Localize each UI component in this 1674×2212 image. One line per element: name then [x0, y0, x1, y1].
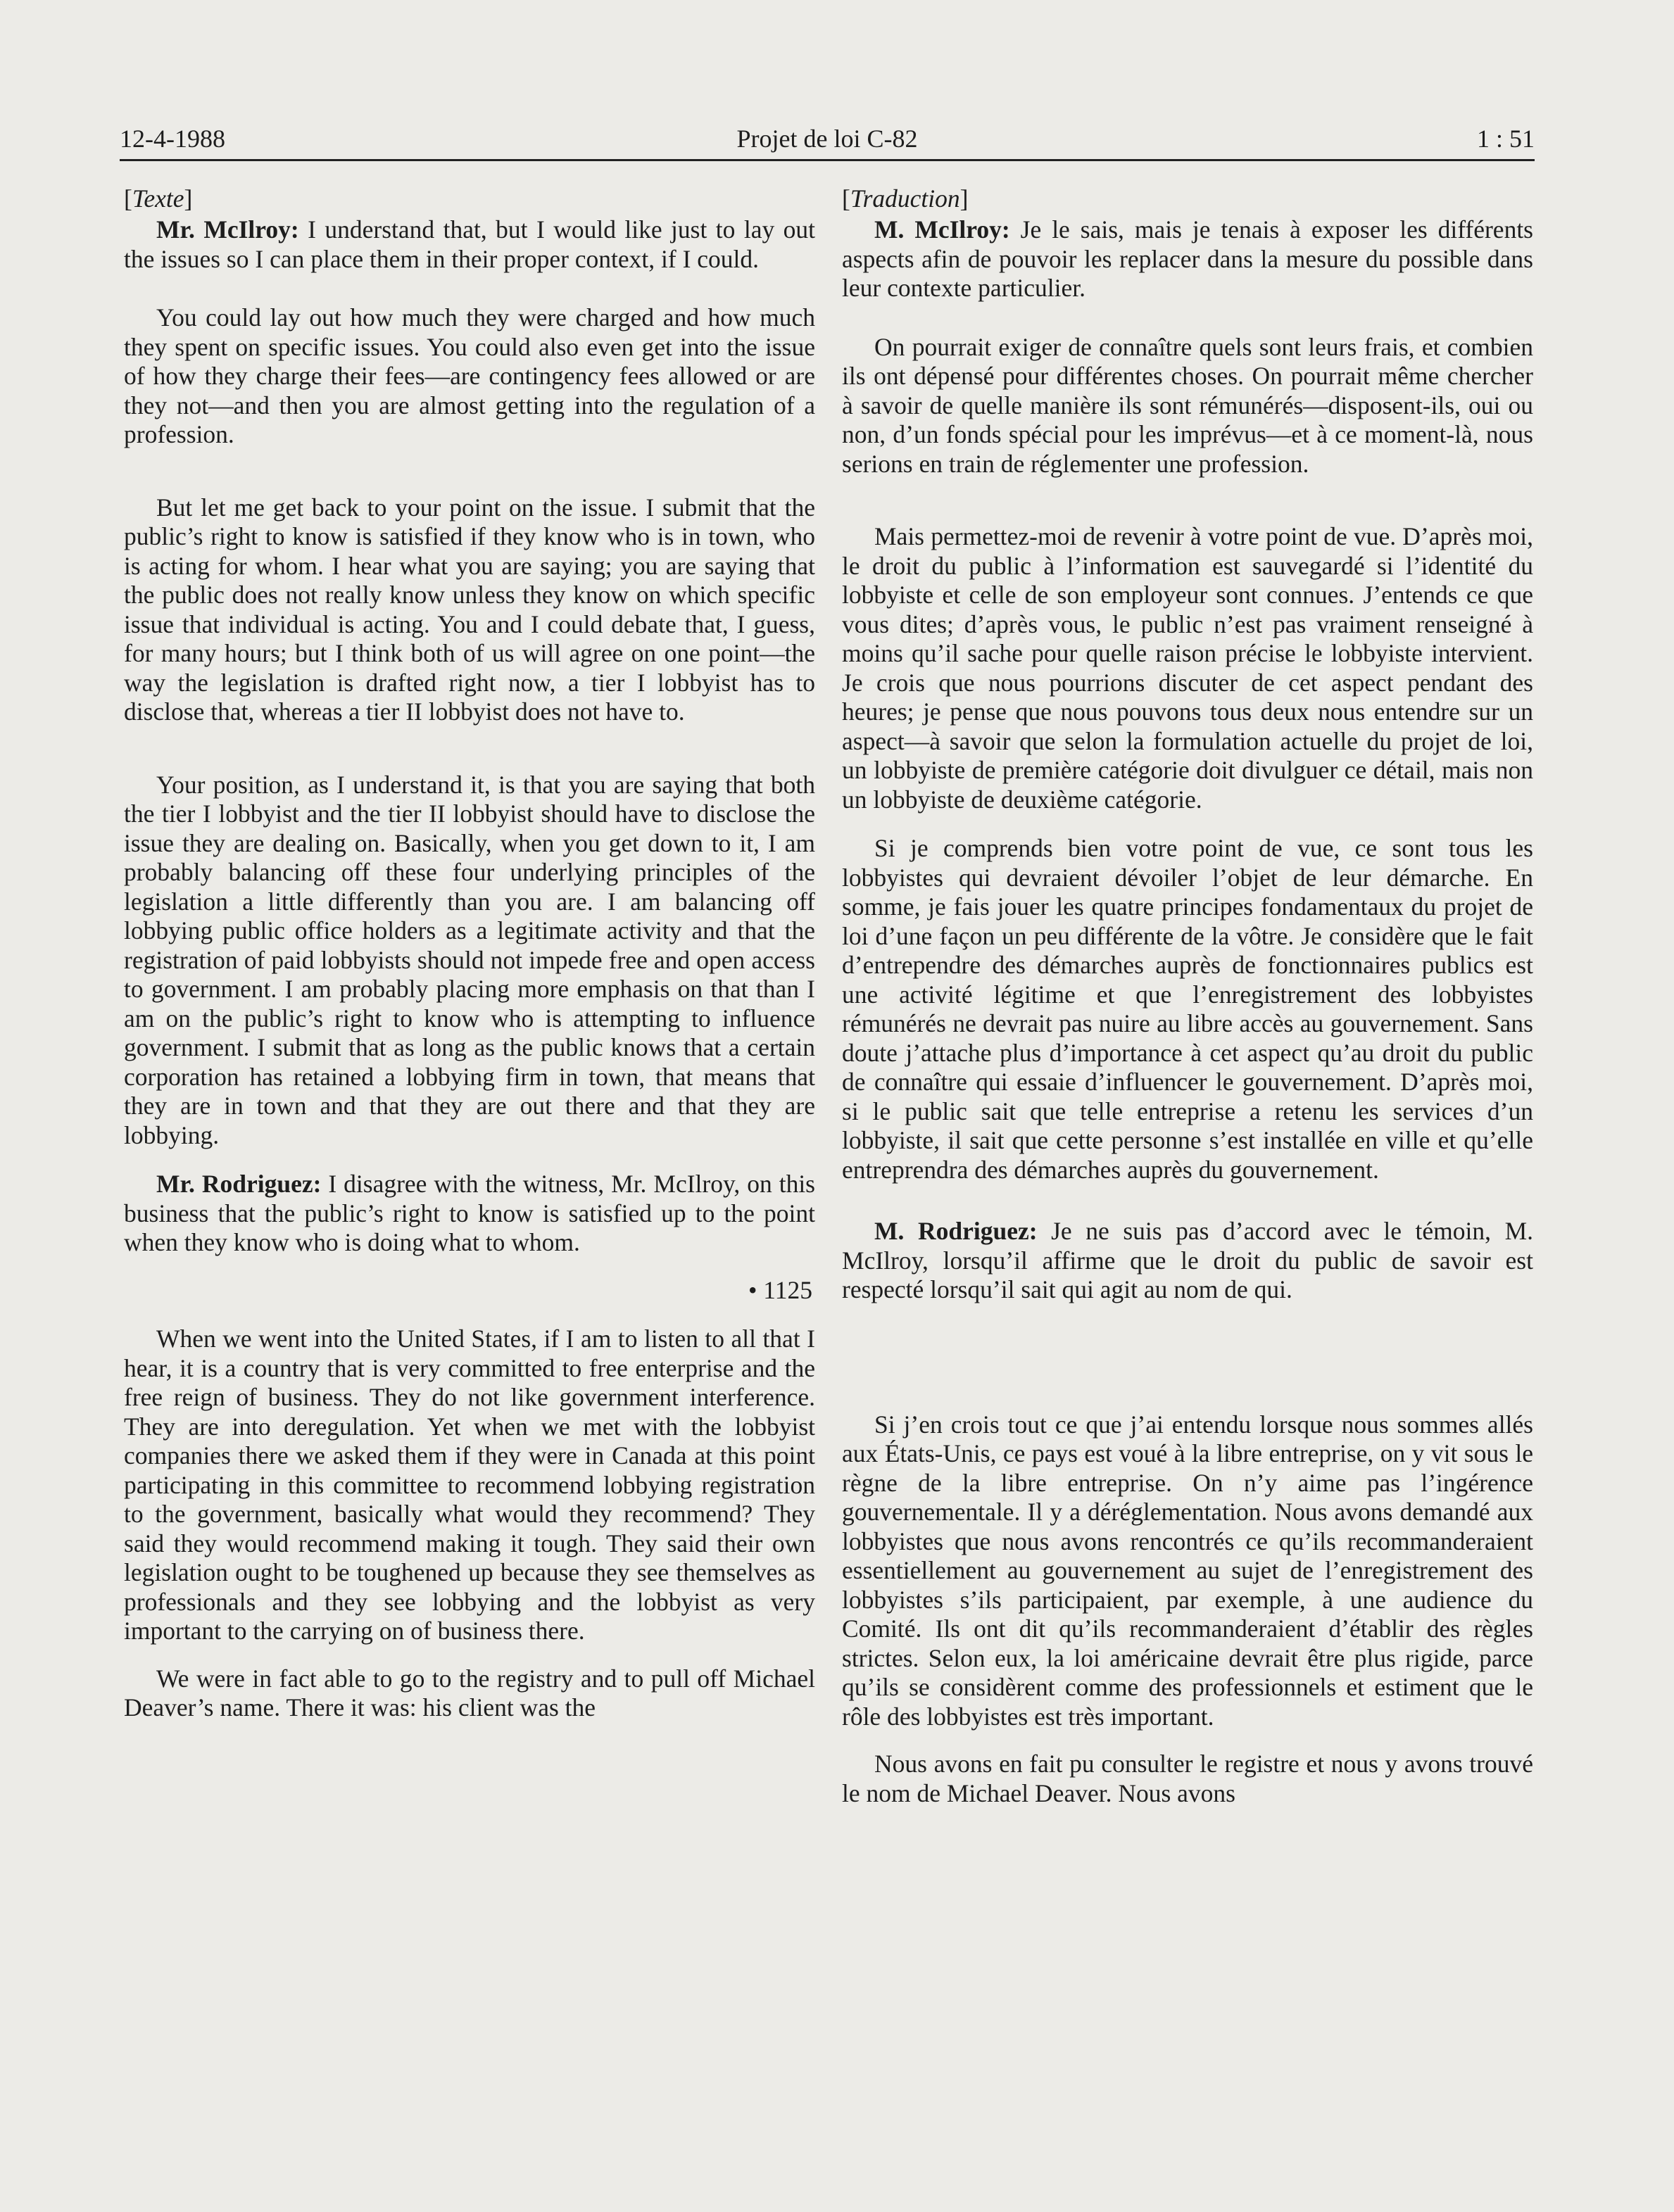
paragraph-text: You could lay out how much they were charged and how much they spent on specific issues. You could also even get into the issue of how they charge their fees—are contingency fees allowed or are they not—and then you are almost getting into the regulation of a profession. [124, 303, 815, 448]
paragraph-text: Your position, as I understand it, is that you are saying that both the tier I lobbyist and the tier II lobbyist should have to disclose the issue they are dealing on. Basically, when you get down to it, I am probably balancing off these four underlying principles of the legislation a little differently than you are. I am balancing off lobbying public office holders as a legitimate activity and that the registration of paid lobbyists should not impede free and open access to government. I am probably placing more emphasis on that than I am on the public’s right to know who is attempting to influence government. I submit that as long as the public knows that a certain corporation has retained a lobbying firm in town, that means that they are in town and that they are out there and that they are lobbying. [124, 770, 815, 1149]
speaker-name: Mr. Rodriguez: [156, 1170, 322, 1198]
paragraph [124, 215, 815, 274]
header-rule [120, 159, 1535, 161]
paragraph-text: When we went into the United States, if I am to listen to all that I hear, it is a country that is very committed to free enterprise and the free reign of business. They do not like government interference. They are into deregulation. Yet when we met with the lobbyist companies there we asked them if they were in Canada at this point participating in this committee to recommend lobbying registration to the government, basically what would they recommend? They said they would recommend making it tough. They said their own legislation ought to be toughened up because they see themselves as professionals and they see lobbying and the lobbyist as very important to the carrying on of business there. [124, 1325, 815, 1645]
column-tag-text: Texte [132, 184, 184, 213]
paragraph-text: I understand that, but I would like just to lay out the issues so I can place them in their proper context, if I could. [124, 215, 815, 273]
paragraph [124, 1664, 815, 1723]
paragraph [842, 1750, 1533, 1808]
paragraph-text: Mais permettez-moi de revenir à votre point de vue. D’après moi, le droit du public à l’information est sauvegardé si l’identité du lobbyiste et celle de son employeur sont connues. J’entends ce que vous dites; d’après vous, le public n’est pas vraiment renseigné à moins qu’il sache pour quelle raison précise le lobbyiste intervient. Je crois que nous pourrions discuter de cet aspect pendant des heures; je pense que nous pouvons tous deux nous entendre sur un aspect—à savoir que selon la formulation actuelle du projet de loi, un lobbyiste de première catégorie doit divulguer ce détail, mais non un lobbyiste de deuxième catégorie. [842, 522, 1533, 814]
speaker-name: M. Rodriguez: [874, 1217, 1038, 1245]
paragraph [842, 215, 1533, 303]
header-page-number: 1 : 51 [1476, 125, 1535, 153]
paragraph-text: Je ne suis pas d’accord avec le témoin, M. McIlroy, lorsqu’il affirme que le droit du public de savoir est respecté lorsqu’il sait qui agit au nom de qui. [842, 1217, 1534, 1303]
french-column [842, 184, 1533, 1808]
column-tag-text: Traduction [850, 184, 960, 213]
paragraph-text: Je le sais, mais je tenais à exposer les différents aspects afin de pouvoir les replacer dans la mesure du possible dans leur contexte particulier. [842, 215, 1533, 302]
paragraph [124, 1170, 815, 1258]
english-column [124, 184, 815, 1723]
speaker-name: M. McIlroy: [874, 215, 1010, 244]
paragraph [842, 333, 1533, 479]
header-title: Projet de loi C-82 [736, 125, 918, 153]
paragraph-text: But let me get back to your point on the issue. I submit that the public’s right to know is satisfied if they know who is in town, who is acting for whom. I hear what you are saying; you are saying that the public does not really know unless they know on which specific issue that individual is acting. You and I could debate that, I guess, for many hours; but I think both of us will agree on one point—the way the legislation is drafted right now, a tier I lobbyist has to disclose that, whereas a tier II lobbyist does not have to. [124, 493, 815, 726]
paragraph-text: We were in fact able to go to the registry and to pull off Michael Deaver’s name. There it was: his client was the [124, 1664, 815, 1721]
paragraph-text: On pourrait exiger de connaître quels sont leurs frais, et combien ils ont dépensé pour différentes choses. On pourrait même chercher à savoir de quelle manière ils sont rémunérés—disposent-ils, oui ou non, d’un fonds spécial pour les imprévus—et à ce moment-là, nous serions en train de réglementer une profession. [842, 332, 1533, 478]
paragraph [124, 771, 815, 1151]
paragraph [842, 522, 1533, 814]
speaker-name: Mr. McIlroy: [156, 215, 299, 244]
column-tag: [Traduction] [842, 184, 969, 213]
time-marker: • 1125 [748, 1275, 812, 1304]
header-date: 12-4-1988 [120, 125, 225, 153]
paragraph-text: I disagree with the witness, Mr. McIlroy, on this business that the public’s right to know is satisfied up to the point when they know who is doing what to whom. [124, 1170, 815, 1256]
paragraph [842, 1410, 1533, 1732]
paragraph [842, 834, 1533, 1184]
paragraph [124, 493, 815, 727]
paragraph [124, 303, 815, 450]
paragraph-text: Si j’en crois tout ce que j’ai entendu lorsque nous sommes allés aux États-Unis, ce pays est voué à la libre entreprise, on y vit sous le règne de la libre entreprise. On n’y aime pas l’ingérence gouvernementale. Il y a déréglementation. Nous avons demandé aux lobbyistes que nous avons rencontrés ce qu’ils recommanderaient essentiellement au gouvernement au sujet de l’enregistrement des lobbyistes s’ils participaient, par exemple, à une audience du Comité. Ils ont dit qu’ils recommanderaient d’établir des règles strictes. Selon eux, la loi américaine devrait être plus rigide, parce qu’ils se considèrent comme des professionnels et estiment que le rôle des lobbyistes est très important. [842, 1410, 1533, 1731]
paragraph-text: Si je comprends bien votre point de vue, ce sont tous les lobbyistes qui devraient dévoiler l’objet de leur démarche. En somme, je fais jouer les quatre principes fondamentaux du projet de loi d’une façon un peu différente de la vôtre. Je considère que le fait d’entrependre des démarches auprès de fonctionnaires publics est une activité légitime et que l’enregistrement des lobbyistes rémunérés ne devrait pas nuire au libre accès au gouvernement. Sans doute j’attache plus d’importance à cet aspect qu’au droit du public de connaître qui essaie d’influencer le gouvernement. D’après moi, si le public sait que telle entreprise a retenu les services d’un lobbyiste, il sait que cette personne s’est installée en ville et qu’elle entreprendra des démarches auprès du gouvernement. [842, 834, 1533, 1184]
paragraph [124, 1325, 815, 1646]
paragraph-text: Nous avons en fait pu consulter le registre et nous y avons trouvé le nom de Michael Deaver. Nous avons [842, 1750, 1533, 1807]
paragraph [842, 1217, 1533, 1305]
column-tag: [Texte] [124, 184, 193, 213]
